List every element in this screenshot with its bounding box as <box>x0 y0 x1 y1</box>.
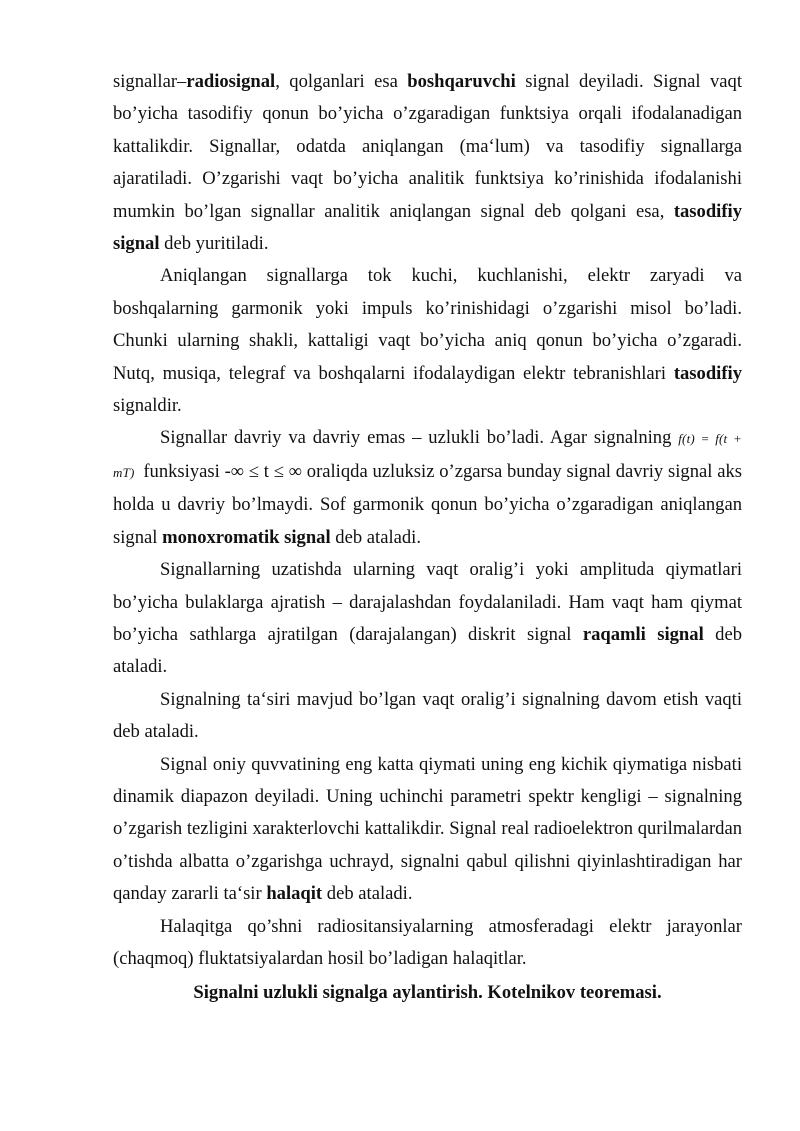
text-run: Signallarning uzatishda ularning vaqt oralig’i yoki amplituda qiymatlari bo’yicha bulaklarga ajratish – darajalashdan foydalaniladi. Ham vaqt ham qiymat bo’yicha sathlarga ajratilgan (darajalangan) diskrit signal <box>113 559 742 645</box>
text-run: deb ataladi. <box>322 883 413 905</box>
paragraph-1 <box>113 66 742 260</box>
text-body <box>113 66 742 1010</box>
text-run: Halaqitga qo’shni radiositansiyalarning atmosferadagi elektr jarayonlar (chaqmoq) fluktatsiyalardan hosil bo’ladigan halaqitlar. <box>113 915 742 969</box>
bold-term-raqamli-signal: raqamli signal <box>582 623 704 645</box>
text-run: deb ataladi. <box>330 526 422 548</box>
periodic-function-formula: f(t) = f(t + mT) <box>113 431 742 480</box>
bold-term-monoxromatik-signal: monoxromatik signal <box>162 526 331 548</box>
bold-term-tasodifiy: tasodifiy <box>673 362 742 384</box>
bold-term-halaqit: halaqit <box>266 883 323 905</box>
text-run: , qolganlari esa <box>275 71 408 92</box>
text-run: Aniqlangan signallarga tok kuchi, kuchlanishi, elektr zaryadi va boshqalarning garmonik yoki impuls ko’rinishidagi o’zgarishi misol bo’ladi. Chunki ularning shakli, kattaligi vaqt bo’yicha aniq qonun bo’yicha o’zgaradi. Nutq, musiqa, telegraf va boshqalarni ifodalaydigan elektr tebranishlari <box>113 265 742 384</box>
bold-term-boshqaruvchi: boshqaruvchi <box>407 71 516 92</box>
text-run: deb yuritiladi. <box>159 233 269 255</box>
paragraph-4 <box>113 554 742 684</box>
text-run: signal deyiladi. Signal vaqt bo’yicha tasodifiy qonun bo’yicha o’zgaradigan funktsiya orqali ifodalanadigan kattalikdir. Signallar, odatda aniqlangan (ma‘lum) va tasodifiy signallarga ajaratiladi. O’zgarishi vaqt bo’yicha analitik funktsiya ko’rinishida ifodalanishi mumkin bo’lgan signallar analitik aniqlangan signal deb qolgani esa, <box>113 71 742 222</box>
text-run: funksiyasi -∞ ≤ t ≤ ∞ oraliqda uzluksiz o’zgarsa bunday signal davriy signal aks holda u davriy bo’lmaydi. Sof garmonik qonun bo’yicha o’zgaradigan aniqlangan signal <box>113 460 742 548</box>
text-run: signallar– <box>113 71 187 92</box>
text-run: signaldir. <box>113 395 182 417</box>
section-heading: Signalni uzlukli signalga aylantirish. Kotelnikov teoremasi. <box>193 982 662 1004</box>
text-run: deb ataladi. <box>113 623 743 678</box>
paragraph-6 <box>113 749 742 911</box>
paragraph-3 <box>113 422 742 554</box>
text-run: Signal oniy quvvatining eng katta qiymati uning eng kichik qiymatiga nisbati dinamik diapazon deyiladi. Uning uchinchi parametri spektr kengligi – signalning o’zgarish tezligini xarakterlovchi kattalikdir. Signal real radioelektron qurilmalardan o’tishda albatta o’zgarishga uchrayd, signalni qabul qilishni qiyinlashtiradigan har qanday zararli ta‘sir <box>113 753 742 905</box>
text-run: Signalning ta‘siri mavjud bo’lgan vaqt oralig’i signalning davom etish vaqti deb ataladi. <box>113 688 742 743</box>
bold-term-radiosignal: radiosignal <box>186 71 276 92</box>
text-run: Signallar davriy va davriy emas – uzlukli bo’ladi. Agar signalning <box>160 427 679 449</box>
bold-term-tasodifiy-signal: tasodifiy signal <box>113 200 742 255</box>
paragraph-5 <box>113 684 742 749</box>
paragraph-2 <box>113 260 742 422</box>
paragraph-7 <box>113 911 742 976</box>
